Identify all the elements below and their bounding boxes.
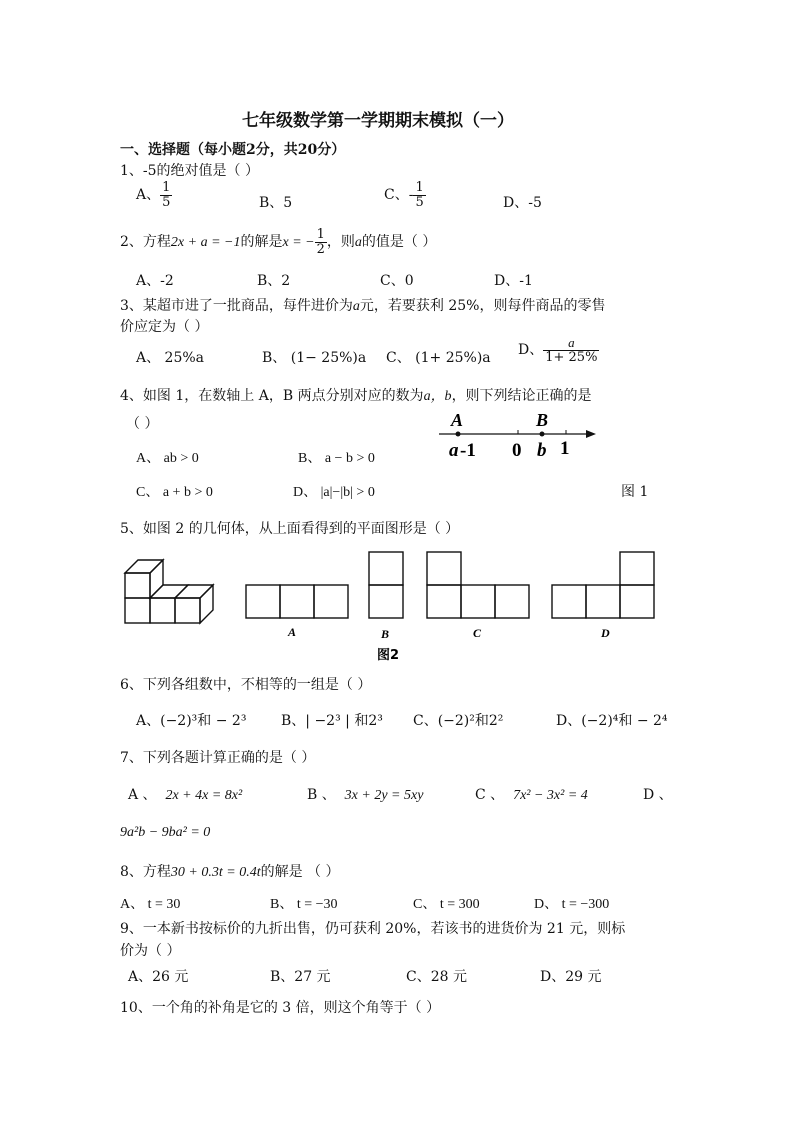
- q1-option-b: B、5: [259, 195, 293, 211]
- question-6: 6、下列各组数中，不相等的一组是（ ）: [120, 677, 372, 693]
- question-9-line2: 价为（ ）: [120, 943, 181, 959]
- label-b: b: [537, 440, 547, 461]
- q8-option-d: D、 t = −300: [534, 897, 610, 912]
- figure-label-b: B: [381, 627, 390, 641]
- number-line-figure: [436, 408, 606, 463]
- page-title: 七年级数学第一学期期末模拟（一）: [242, 111, 514, 131]
- q4-option-b: B、 a − b > 0: [298, 451, 375, 466]
- q6-option-a: A、(−2)³和 − 2³: [136, 713, 247, 729]
- question-4-line2: （ ）: [126, 416, 159, 432]
- q3-option-c: C、 (1+ 25%)a: [386, 350, 491, 366]
- label-A: A: [451, 410, 464, 430]
- q2-option-d: D、-1: [494, 273, 533, 289]
- section-heading: 一、选择题（每小题2分，共20分）: [120, 142, 346, 158]
- q7-option-d: 9a²b − 9ba² = 0: [120, 825, 211, 840]
- q6-option-b: B、| −2³ | 和2³: [281, 713, 383, 729]
- q9-option-c: C、28 元: [406, 969, 467, 985]
- option-d-figure: [552, 552, 654, 618]
- q2-option-a: A、-2: [136, 273, 174, 289]
- label-B: B: [536, 410, 549, 430]
- figure-label-c: C: [473, 626, 482, 640]
- q6-option-d: D、(−2)⁴和 − 2⁴: [556, 713, 668, 729]
- q1-option-a: A、 $\frac{1}{5}$: [136, 180, 171, 210]
- option-c-figure: [427, 552, 529, 618]
- point-b: [540, 432, 545, 437]
- q6-option-c: C、(−2)²和2²: [413, 713, 504, 729]
- q7-option-c: C 、 7x² − 3x² = 4: [475, 787, 588, 803]
- q4-option-d: D、 |a|−|b| > 0: [293, 485, 375, 500]
- question-2: 2、方程2x + a = −1的解是x = − $\frac{1}{2}$ ，则a的值是（ ）: [120, 227, 437, 257]
- option-a-figure: [246, 585, 348, 618]
- q2-option-b: B、2: [257, 273, 291, 289]
- question-4: 4、如图 1，在数轴上 A，B 两点分别对应的数为a，b，则下列结论正确的是: [120, 388, 592, 404]
- question-8: 8、方程30 + 0.3t = 0.4t的解是 （ ）: [120, 864, 340, 880]
- q8-option-a: A、 t = 30: [120, 897, 181, 912]
- q3-option-b: B、 (1− 25%)a: [262, 350, 367, 366]
- figure-label-d: D: [601, 626, 610, 640]
- figure-label-a: A: [288, 625, 297, 639]
- q2-option-c: C、0: [380, 273, 414, 289]
- q9-option-a: A、26 元: [128, 969, 189, 985]
- label-one: 1: [560, 438, 570, 459]
- q8-option-c: C、 t = 300: [413, 897, 480, 912]
- label-a: a: [449, 440, 459, 461]
- q9-option-d: D、29 元: [540, 969, 602, 985]
- q9-option-b: B、27 元: [270, 969, 331, 985]
- question-9: 9、一本新书按标价的九折出售，仍可获利 20%，若该书的进货价为 21 元，则标: [120, 921, 626, 937]
- label-zero: 0: [512, 440, 522, 461]
- question-3: 3、某超市进了一批商品，每件进价为a元，若要获利 25%，则每件商品的零售: [120, 298, 606, 314]
- q8-option-b: B、 t = −30: [270, 897, 338, 912]
- q7-option-b: B 、 3x + 2y = 5xy: [307, 787, 424, 803]
- label-minus-one: -1: [460, 440, 476, 461]
- question-1: 1、-5的绝对值是（ ）: [120, 163, 259, 179]
- question-10: 10、一个角的补角是它的 3 倍，则这个角等于（ ）: [120, 1000, 441, 1016]
- q1-option-d: D、-5: [503, 195, 542, 211]
- geometry-figure: [120, 548, 665, 668]
- q3-option-a: A、 25%a: [136, 350, 205, 366]
- point-a: [456, 432, 461, 437]
- question-3-line2: 价应定为（ ）: [120, 319, 209, 335]
- q7-option-d-label: D 、: [643, 787, 673, 803]
- q7-option-a: A 、 2x + 4x = 8x²: [128, 787, 243, 803]
- question-5: 5、如图 2 的几何体，从上面看得到的平面图形是（ ）: [120, 521, 460, 537]
- option-b-figure: [369, 552, 403, 618]
- q1-option-c: C、- $\frac{1}{5}$: [384, 180, 424, 210]
- q4-option-a: A、 ab > 0: [136, 451, 199, 466]
- q4-option-c: C、 a + b > 0: [136, 485, 213, 500]
- q3-option-d: D、 $\frac{a}{1+ 25\%}$: [518, 335, 598, 365]
- number-line-arrow: [586, 430, 596, 438]
- question-7: 7、下列各题计算正确的是（ ）: [120, 750, 316, 766]
- solid-3d: [125, 560, 213, 623]
- figure-2-caption: 图2: [377, 648, 400, 663]
- figure-1-caption: 图 1: [621, 484, 649, 500]
